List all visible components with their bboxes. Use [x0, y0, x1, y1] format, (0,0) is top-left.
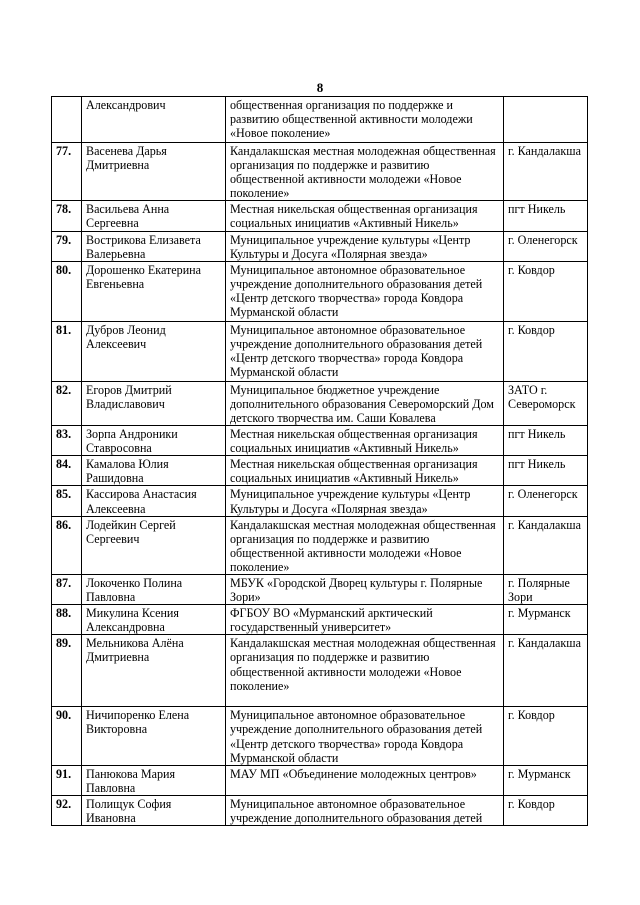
organization-name: Муниципальное бюджетное учреждение дополнительного образования Североморский Дом детского творчества им. Саши Ковалева — [226, 381, 504, 425]
participant-name: Вострикова Елизавета Валерьевна — [82, 231, 226, 261]
row-number: 91. — [52, 765, 82, 795]
participant-name: Камалова Юлия Рашидовна — [82, 456, 226, 486]
table-row — [52, 231, 588, 261]
participant-name: Зорпа Андроники Ставросовна — [82, 426, 226, 456]
participant-name: Ничипоренко Елена Викторовна — [82, 707, 226, 765]
city-name: г. Оленегорск — [504, 486, 588, 516]
city-name: г. Кандалакша — [504, 635, 588, 707]
table-row — [52, 381, 588, 425]
organization-name: Муниципальное автономное образовательное учреждение дополнительного образования детей — [226, 795, 504, 825]
participant-name: Васенева Дарья Дмитриевна — [82, 143, 226, 201]
participant-name: Кассирова Анастасия Алексеевна — [82, 486, 226, 516]
row-number: 84. — [52, 456, 82, 486]
city-name: г. Кандалакша — [504, 516, 588, 574]
table-row — [52, 574, 588, 604]
city-name: г. Полярные Зори — [504, 574, 588, 604]
table-row — [52, 795, 588, 825]
city-name: г. Оленегорск — [504, 231, 588, 261]
row-number: 80. — [52, 261, 82, 321]
city-name: г. Мурманск — [504, 765, 588, 795]
participant-name: Микулина Ксения Александровна — [82, 605, 226, 635]
participant-name: Панюкова Мария Павловна — [82, 765, 226, 795]
participant-name: Александрович — [82, 97, 226, 143]
table-row — [52, 456, 588, 486]
table-row — [52, 635, 588, 707]
organization-name: Кандалакшская местная молодежная общественная организация по поддержке и развитию общественной активности молодежи «Новое поколение» — [226, 143, 504, 201]
table-row — [52, 426, 588, 456]
participant-name: Полищук София Ивановна — [82, 795, 226, 825]
table-row — [52, 516, 588, 574]
participant-name: Дубров Леонид Алексеевич — [82, 321, 226, 381]
organization-name: МАУ МП «Объединение молодежных центров» — [226, 765, 504, 795]
city-name: ЗАТО г. Североморск — [504, 381, 588, 425]
city-name: г. Ковдор — [504, 795, 588, 825]
table-row — [52, 261, 588, 321]
city-name: пгт Никель — [504, 201, 588, 231]
city-name — [504, 97, 588, 143]
table-row — [52, 201, 588, 231]
page-number: 8 — [316, 80, 324, 95]
participants-table — [51, 96, 588, 826]
row-number: 90. — [52, 707, 82, 765]
row-number: 82. — [52, 381, 82, 425]
city-name: г. Мурманск — [504, 605, 588, 635]
row-number: 78. — [52, 201, 82, 231]
row-number: 81. — [52, 321, 82, 381]
row-number: 86. — [52, 516, 82, 574]
city-name: г. Кандалакша — [504, 143, 588, 201]
row-number: 83. — [52, 426, 82, 456]
organization-name: Муниципальное автономное образовательное учреждение дополнительного образования детей «Центр детского творчества» города Ковдора Мурманской области — [226, 321, 504, 381]
organization-name: Кандалакшская местная молодежная общественная организация по поддержке и развитию общественной активности молодежи «Новое поколение» — [226, 635, 504, 707]
row-number: 77. — [52, 143, 82, 201]
table-row — [52, 486, 588, 516]
participant-name: Васильева Анна Сергеевна — [82, 201, 226, 231]
table-row — [52, 143, 588, 201]
organization-name: Кандалакшская местная молодежная общественная организация по поддержке и развитию общественной активности молодежи «Новое поколение» — [226, 516, 504, 574]
table-row — [52, 707, 588, 765]
row-number: 79. — [52, 231, 82, 261]
table-row — [52, 321, 588, 381]
organization-name: Местная никельская общественная организация социальных инициатив «Активный Никель» — [226, 456, 504, 486]
row-number: 88. — [52, 605, 82, 635]
organization-name: Местная никельская общественная организация социальных инициатив «Активный Никель» — [226, 201, 504, 231]
row-number: 87. — [52, 574, 82, 604]
participant-name: Мельникова Алёна Дмитриевна — [82, 635, 226, 707]
organization-name: Муниципальное автономное образовательное учреждение дополнительного образования детей «Центр детского творчества» города Ковдора Мурманской области — [226, 261, 504, 321]
participant-name: Локоченко Полина Павловна — [82, 574, 226, 604]
city-name: г. Ковдор — [504, 321, 588, 381]
row-number: 85. — [52, 486, 82, 516]
table-row — [52, 97, 588, 143]
city-name: пгт Никель — [504, 456, 588, 486]
participant-name: Егоров Дмитрий Владиславович — [82, 381, 226, 425]
row-number: 89. — [52, 635, 82, 707]
organization-name: Муниципальное учреждение культуры «Центр Культуры и Досуга «Полярная звезда» — [226, 486, 504, 516]
organization-name: МБУК «Городской Дворец культуры г. Полярные Зори» — [226, 574, 504, 604]
city-name: г. Ковдор — [504, 707, 588, 765]
organization-name: ФГБОУ ВО «Мурманский арктический государственный университет» — [226, 605, 504, 635]
table-row — [52, 765, 588, 795]
participant-name: Лодейкин Сергей Сергеевич — [82, 516, 226, 574]
table-row — [52, 605, 588, 635]
organization-name: Муниципальное автономное образовательное учреждение дополнительного образования детей «Центр детского творчества» города Ковдора Мурманской области — [226, 707, 504, 765]
organization-name: общественная организация по поддержке и развитию общественной активности молодежи «Новое поколение» — [226, 97, 504, 143]
participants-table-body — [52, 97, 588, 826]
city-name: пгт Никель — [504, 426, 588, 456]
participant-name: Дорошенко Екатерина Евгеньевна — [82, 261, 226, 321]
organization-name: Муниципальное учреждение культуры «Центр Культуры и Досуга «Полярная звезда» — [226, 231, 504, 261]
organization-name: Местная никельская общественная организация социальных инициатив «Активный Никель» — [226, 426, 504, 456]
city-name: г. Ковдор — [504, 261, 588, 321]
row-number — [52, 97, 82, 143]
row-number: 92. — [52, 795, 82, 825]
